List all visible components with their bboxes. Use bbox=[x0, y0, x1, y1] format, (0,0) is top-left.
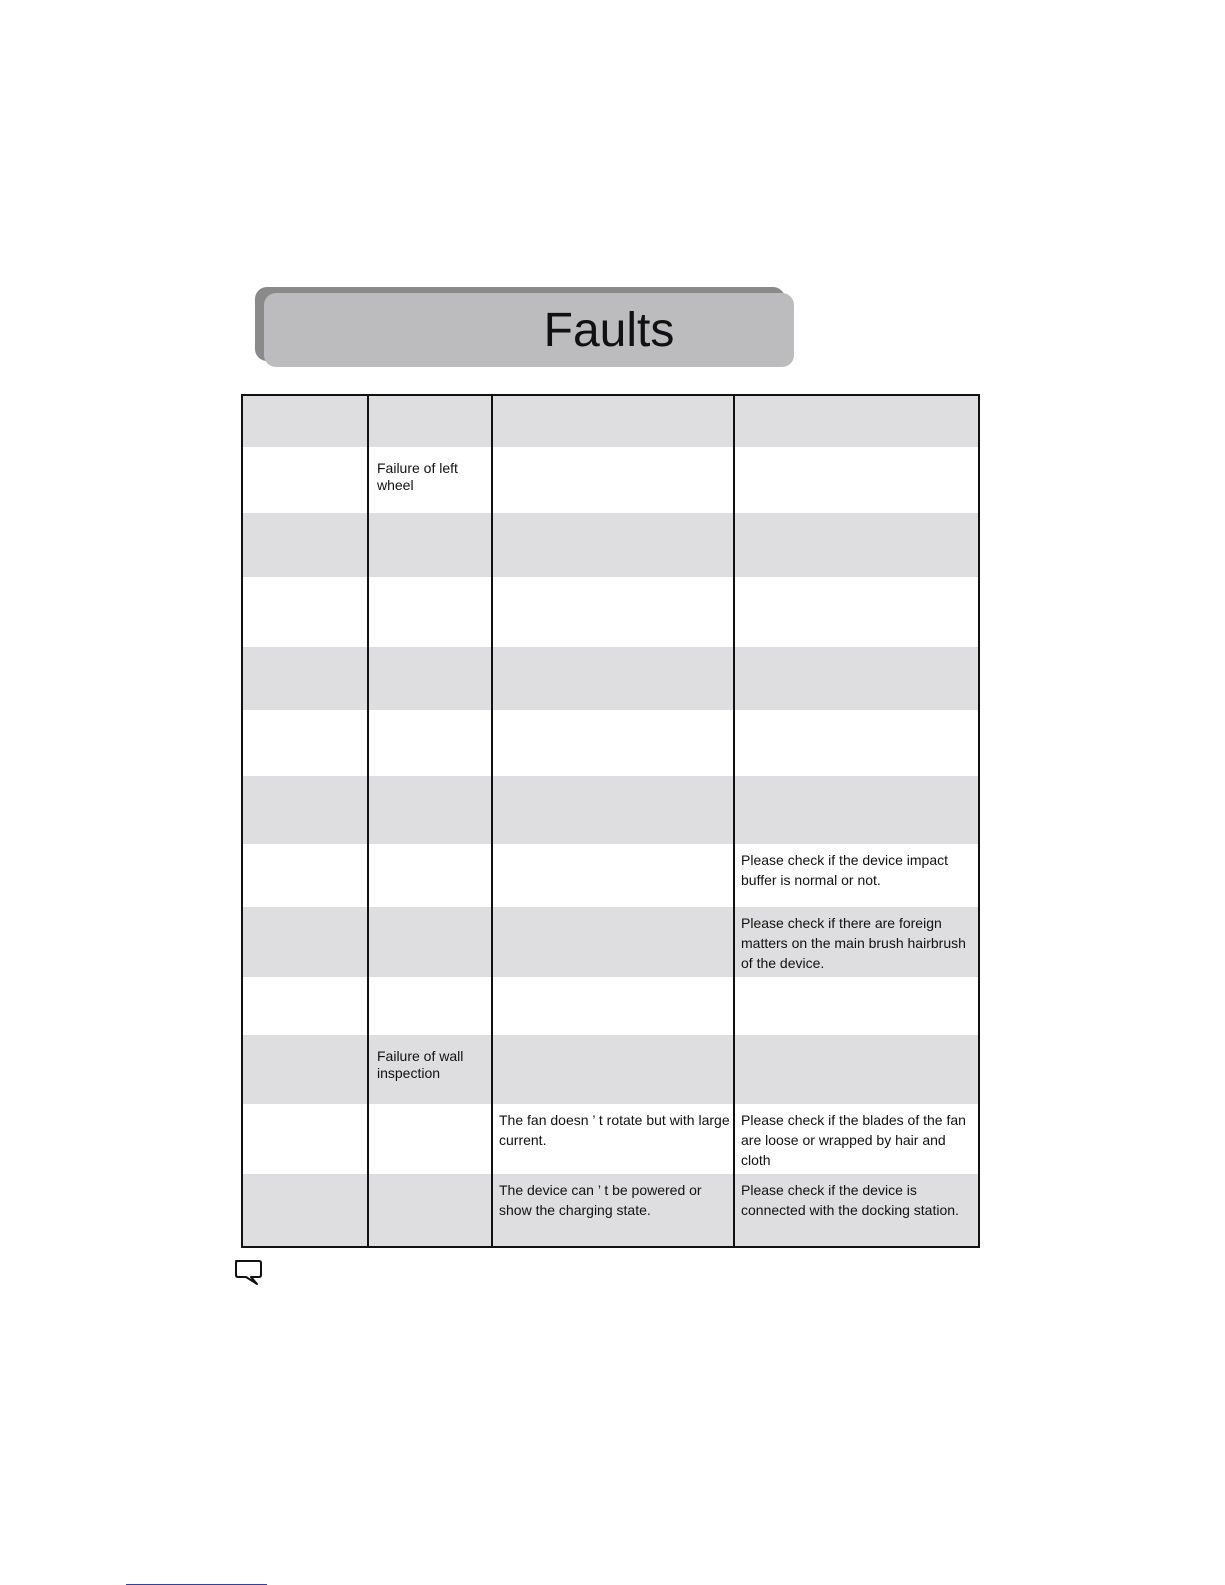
table-cell bbox=[734, 513, 979, 577]
speech-bubble-icon bbox=[233, 1258, 263, 1288]
table-cell bbox=[242, 395, 368, 447]
table-cell bbox=[368, 395, 492, 447]
table-cell bbox=[242, 447, 368, 513]
table-cell bbox=[368, 907, 492, 977]
table-row bbox=[242, 1104, 979, 1174]
table-cell bbox=[492, 977, 734, 1035]
table-row bbox=[242, 1174, 979, 1247]
table-cell bbox=[242, 710, 368, 776]
table-row bbox=[242, 513, 979, 577]
table-row bbox=[242, 577, 979, 647]
table-cell bbox=[492, 907, 734, 977]
table-cell bbox=[368, 977, 492, 1035]
table-cell bbox=[734, 977, 979, 1035]
table-cell bbox=[492, 577, 734, 647]
table-cell bbox=[368, 844, 492, 907]
table-cell bbox=[492, 395, 734, 447]
table-cell: Please check if the blades of the fan are loose or wrapped by hair and cloth bbox=[734, 1104, 979, 1174]
table-row bbox=[242, 977, 979, 1035]
faults-table bbox=[241, 394, 980, 1248]
table-cell bbox=[368, 710, 492, 776]
table-row bbox=[242, 907, 979, 977]
table-cell bbox=[734, 1035, 979, 1104]
table-cell bbox=[368, 776, 492, 844]
table-cell: The fan doesn ’ t rotate but with large current. bbox=[492, 1104, 734, 1174]
table-cell: Please check if the device impact buffer is normal or not. bbox=[734, 844, 979, 907]
table-row bbox=[242, 447, 979, 513]
table-cell bbox=[492, 844, 734, 907]
table-cell bbox=[242, 907, 368, 977]
table-row bbox=[242, 710, 979, 776]
table-cell bbox=[242, 577, 368, 647]
table-cell bbox=[242, 513, 368, 577]
table-cell bbox=[734, 577, 979, 647]
table-cell: Please check if the device is connected with the docking station. bbox=[734, 1174, 979, 1247]
table-cell bbox=[242, 1104, 368, 1174]
table-cell bbox=[734, 710, 979, 776]
table-cell: The device can ’ t be powered or show the charging state. bbox=[492, 1174, 734, 1247]
page-title: Faults bbox=[543, 303, 675, 357]
table-cell bbox=[492, 447, 734, 513]
table-cell bbox=[242, 647, 368, 710]
table-cell bbox=[368, 513, 492, 577]
table-cell bbox=[492, 513, 734, 577]
table-cell bbox=[368, 647, 492, 710]
table-row bbox=[242, 647, 979, 710]
table-cell bbox=[368, 577, 492, 647]
table-cell bbox=[492, 647, 734, 710]
table-cell bbox=[734, 647, 979, 710]
table-cell bbox=[242, 1035, 368, 1104]
table-cell bbox=[734, 447, 979, 513]
table-cell bbox=[734, 395, 979, 447]
table-cell bbox=[492, 776, 734, 844]
table-cell bbox=[242, 776, 368, 844]
table-cell bbox=[242, 1174, 368, 1247]
table-cell bbox=[242, 844, 368, 907]
table-row bbox=[242, 844, 979, 907]
table-header-row bbox=[242, 395, 979, 447]
table-cell: Failure of wall inspection bbox=[368, 1035, 492, 1104]
table-cell bbox=[242, 977, 368, 1035]
table-cell bbox=[492, 1035, 734, 1104]
title-banner bbox=[264, 293, 794, 367]
table-row bbox=[242, 776, 979, 844]
table-cell bbox=[368, 1104, 492, 1174]
table-cell: Failure of left wheel bbox=[368, 447, 492, 513]
table-cell bbox=[492, 710, 734, 776]
table-cell bbox=[368, 1174, 492, 1247]
table-cell bbox=[734, 776, 979, 844]
table-row bbox=[242, 1035, 979, 1104]
table-cell: Please check if there are foreign matters on the main brush hairbrush of the device. bbox=[734, 907, 979, 977]
